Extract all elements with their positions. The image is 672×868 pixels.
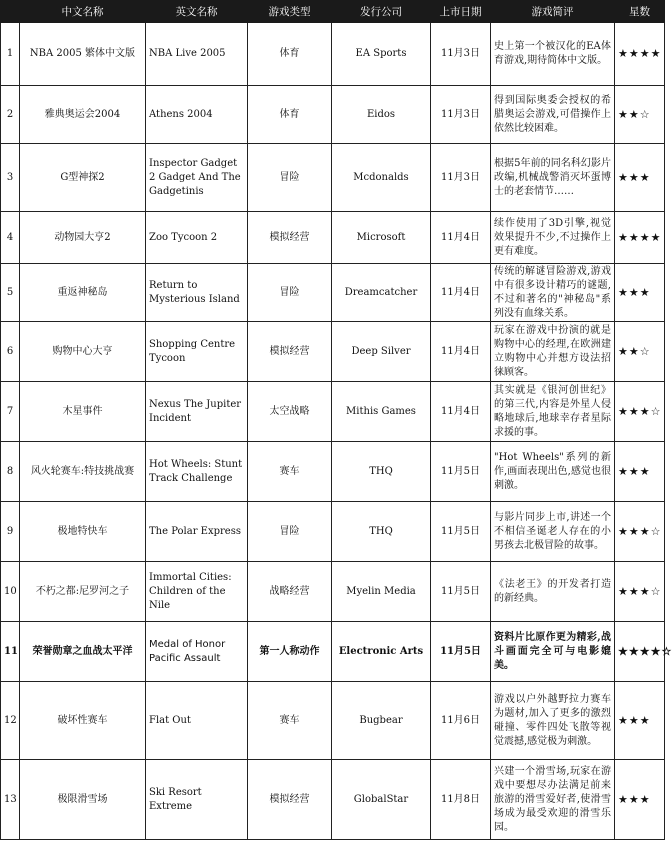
- chinese-name-cell: 风火轮赛车:特技挑战赛: [20, 442, 146, 502]
- table-row: [1, 144, 665, 212]
- header-row: [1, 1, 665, 23]
- chinese-name-cell: 荣誉勋章之血战太平洋: [20, 622, 146, 682]
- review-cell: 其实就是《银河创世纪》的第三代,内容是外星人侵略地球后,地球幸存者星际求援的事。: [491, 382, 615, 442]
- table-row: [1, 562, 665, 622]
- release-date-cell: 11月4日: [431, 382, 491, 442]
- header-type: 游戏类型: [248, 1, 332, 23]
- table-row: [1, 322, 665, 382]
- header-cn-name: 中文名称: [20, 1, 146, 23]
- publisher-cell: Mcdonalds: [332, 144, 431, 212]
- table-row: [1, 682, 665, 760]
- game-type-cell: 太空战略: [248, 382, 332, 442]
- star-rating-cell: ★★★★☆: [615, 622, 665, 682]
- publisher-cell: GlobalStar: [332, 760, 431, 840]
- star-rating-cell: ★★★☆: [615, 502, 665, 562]
- row-number-cell: 9: [1, 502, 20, 562]
- english-name-cell: NBA Live 2005: [146, 23, 248, 86]
- release-date-cell: 11月4日: [431, 212, 491, 264]
- row-number-cell: 2: [1, 86, 20, 144]
- review-cell: 续作使用了3D引擎,视觉效果提升不少,不过操作上更有难度。: [491, 212, 615, 264]
- english-name-cell: Zoo Tycoon 2: [146, 212, 248, 264]
- release-date-cell: 11月3日: [431, 144, 491, 212]
- game-type-cell: 冒险: [248, 264, 332, 322]
- publisher-cell: Microsoft: [332, 212, 431, 264]
- english-name-cell: Medal of Honor Pacific Assault: [146, 622, 248, 682]
- review-cell: 史上第一个被汉化的EA体育游戏,期待简体中文版。: [491, 23, 615, 86]
- game-type-cell: 体育: [248, 86, 332, 144]
- table-row: [1, 760, 665, 840]
- star-rating-cell: ★★★: [615, 264, 665, 322]
- row-number-cell: 12: [1, 682, 20, 760]
- review-cell: 资料片比原作更为精彩,战斗画面完全可与电影媲美。: [491, 622, 615, 682]
- row-number-cell: 13: [1, 760, 20, 840]
- release-date-cell: 11月4日: [431, 322, 491, 382]
- table-row: [1, 264, 665, 322]
- star-rating-cell: ★★★: [615, 682, 665, 760]
- english-name-cell: The Polar Express: [146, 502, 248, 562]
- star-rating-cell: ★★★☆: [615, 562, 665, 622]
- row-number-cell: 8: [1, 442, 20, 502]
- star-rating-cell: ★★★★: [615, 23, 665, 86]
- star-rating-cell: ★★★★: [615, 212, 665, 264]
- release-date-cell: 11月3日: [431, 23, 491, 86]
- game-type-cell: 赛车: [248, 682, 332, 760]
- row-number-cell: 6: [1, 322, 20, 382]
- table-row: [1, 622, 665, 682]
- review-cell: 传统的解谜冒险游戏,游戏中有很多设计精巧的谜题,不过和著名的"神秘岛"系列没有血缘关系。: [491, 264, 615, 322]
- header-date: 上市日期: [431, 1, 491, 23]
- star-rating-cell: ★★★: [615, 442, 665, 502]
- header-publisher: 发行公司: [332, 1, 431, 23]
- publisher-cell: EA Sports: [332, 23, 431, 86]
- game-type-cell: 战略经营: [248, 562, 332, 622]
- row-number-cell: 5: [1, 264, 20, 322]
- publisher-cell: Myelin Media: [332, 562, 431, 622]
- game-type-cell: 第一人称动作: [248, 622, 332, 682]
- publisher-cell: Deep Silver: [332, 322, 431, 382]
- review-cell: 玩家在游戏中扮演的就是购物中心的经理,在欧洲建立购物中心并想方设法招徕顾客。: [491, 322, 615, 382]
- table-row: [1, 382, 665, 442]
- english-name-cell: Hot Wheels: Stunt Track Challenge: [146, 442, 248, 502]
- row-number-cell: 11: [1, 622, 20, 682]
- release-date-cell: 11月5日: [431, 502, 491, 562]
- table-row: [1, 86, 665, 144]
- chinese-name-cell: G型神探2: [20, 144, 146, 212]
- publisher-cell: Dreamcatcher: [332, 264, 431, 322]
- chinese-name-cell: 木星事件: [20, 382, 146, 442]
- table-row: [1, 23, 665, 86]
- game-type-cell: 模拟经营: [248, 760, 332, 840]
- game-type-cell: 冒险: [248, 502, 332, 562]
- publisher-cell: Eidos: [332, 86, 431, 144]
- release-date-cell: 11月6日: [431, 682, 491, 760]
- chinese-name-cell: 不朽之都:尼罗河之子: [20, 562, 146, 622]
- game-type-cell: 模拟经营: [248, 212, 332, 264]
- chinese-name-cell: 重返神秘岛: [20, 264, 146, 322]
- english-name-cell: Immortal Cities: Children of the Nile: [146, 562, 248, 622]
- publisher-cell: Mithis Games: [332, 382, 431, 442]
- english-name-cell: Return to Mysterious Island: [146, 264, 248, 322]
- publisher-cell: THQ: [332, 442, 431, 502]
- row-number-cell: 3: [1, 144, 20, 212]
- table-row: [1, 442, 665, 502]
- chinese-name-cell: 破坏性赛车: [20, 682, 146, 760]
- table-row: [1, 212, 665, 264]
- review-cell: "Hot Wheels"系列的新作,画面表现出色,感觉也很刺激。: [491, 442, 615, 502]
- star-rating-cell: ★★☆: [615, 322, 665, 382]
- english-name-cell: Inspector Gadget 2 Gadget And The Gadgetinis: [146, 144, 248, 212]
- row-number-cell: 10: [1, 562, 20, 622]
- review-cell: 根据5年前的同名科幻影片改编,机械战警消灭坏蛋博士的老套情节……: [491, 144, 615, 212]
- review-cell: 兴建一个滑雪场,玩家在游戏中要想尽办法满足前来旅游的滑雪爱好者,使滑雪场成为最受欢迎的滑雪乐园。: [491, 760, 615, 840]
- publisher-cell: Electronic Arts: [332, 622, 431, 682]
- chinese-name-cell: 动物园大亨2: [20, 212, 146, 264]
- review-cell: 游戏以户外越野拉力赛车为题材,加入了更多的激烈碰撞、零件四处飞散等视觉震撼,感觉极为刺激。: [491, 682, 615, 760]
- english-name-cell: Ski Resort Extreme: [146, 760, 248, 840]
- star-rating-cell: ★★☆: [615, 86, 665, 144]
- release-date-cell: 11月3日: [431, 86, 491, 144]
- release-date-cell: 11月8日: [431, 760, 491, 840]
- english-name-cell: Athens 2004: [146, 86, 248, 144]
- chinese-name-cell: 极地特快车: [20, 502, 146, 562]
- chinese-name-cell: 雅典奥运会2004: [20, 86, 146, 144]
- table-row: [1, 502, 665, 562]
- review-cell: 《法老王》的开发者打造的新经典。: [491, 562, 615, 622]
- header-stars: 星数: [615, 1, 665, 23]
- english-name-cell: Shopping Centre Tycoon: [146, 322, 248, 382]
- review-cell: 与影片同步上市,讲述一个不相信圣诞老人存在的小男孩去北极冒险的故事。: [491, 502, 615, 562]
- chinese-name-cell: 购物中心大亨: [20, 322, 146, 382]
- game-type-cell: 冒险: [248, 144, 332, 212]
- game-type-cell: 赛车: [248, 442, 332, 502]
- chinese-name-cell: 极限滑雪场: [20, 760, 146, 840]
- star-rating-cell: ★★★: [615, 760, 665, 840]
- header-en-name: 英文名称: [146, 1, 248, 23]
- row-number-cell: 4: [1, 212, 20, 264]
- game-type-cell: 体育: [248, 23, 332, 86]
- release-date-cell: 11月4日: [431, 264, 491, 322]
- header-review: 游戏简评: [491, 1, 615, 23]
- game-type-cell: 模拟经营: [248, 322, 332, 382]
- row-number-cell: 1: [1, 23, 20, 86]
- english-name-cell: Flat Out: [146, 682, 248, 760]
- row-number-cell: 7: [1, 382, 20, 442]
- header-no: [1, 1, 20, 23]
- publisher-cell: Bugbear: [332, 682, 431, 760]
- review-cell: 得到国际奥委会授权的希腊奥运会游戏,可借操作上依然比较困难。: [491, 86, 615, 144]
- star-rating-cell: ★★★☆: [615, 382, 665, 442]
- release-date-cell: 11月5日: [431, 442, 491, 502]
- english-name-cell: Nexus The Jupiter Incident: [146, 382, 248, 442]
- release-date-cell: 11月5日: [431, 622, 491, 682]
- publisher-cell: THQ: [332, 502, 431, 562]
- chinese-name-cell: NBA 2005 繁体中文版: [20, 23, 146, 86]
- star-rating-cell: ★★★: [615, 144, 665, 212]
- release-date-cell: 11月5日: [431, 562, 491, 622]
